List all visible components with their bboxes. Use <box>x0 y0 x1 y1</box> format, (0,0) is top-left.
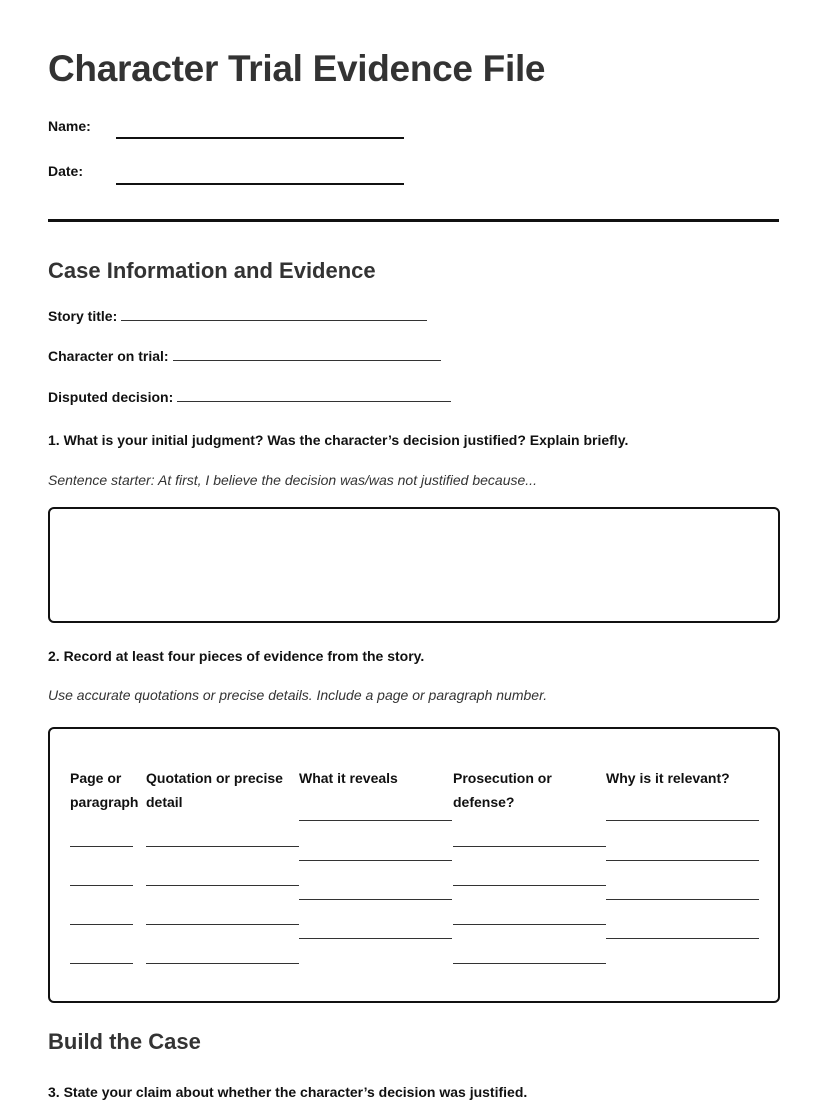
question-2-prompt: 2. Record at least four pieces of evidence from the story. <box>48 648 425 664</box>
evidence-blank[interactable] <box>146 846 299 847</box>
evidence-blank[interactable] <box>606 820 759 821</box>
evidence-blank[interactable] <box>453 885 606 886</box>
evidence-blank[interactable] <box>606 938 759 939</box>
evidence-blank[interactable] <box>606 899 759 900</box>
question-1-answer-box[interactable] <box>48 507 780 623</box>
story-title-label: Story title: <box>48 308 118 324</box>
story-title-row <box>48 308 427 324</box>
date-field[interactable] <box>116 183 404 185</box>
story-title-field[interactable] <box>121 308 427 321</box>
column-header-page: Page or paragraph <box>70 770 139 810</box>
evidence-blank[interactable] <box>70 846 133 847</box>
decision-label: Disputed decision: <box>48 389 174 405</box>
evidence-blank[interactable] <box>299 938 452 939</box>
question-2-hint: Use accurate quotations or precise details. Include a page or paragraph number. <box>48 687 548 703</box>
name-field[interactable] <box>116 137 404 139</box>
evidence-table <box>48 727 780 1003</box>
build-case-heading: Build the Case <box>48 1029 201 1054</box>
question-3-prompt: 3. State your claim about whether the character’s decision was justified. <box>48 1084 528 1100</box>
evidence-blank[interactable] <box>70 924 133 925</box>
name-label: Name: <box>48 118 91 134</box>
header-divider <box>48 219 779 222</box>
page-title: Character Trial Evidence File <box>48 48 546 89</box>
question-1-starter: Sentence starter: At first, I believe the decision was/was not justified because... <box>48 472 537 488</box>
evidence-blank[interactable] <box>146 885 299 886</box>
evidence-blank[interactable] <box>299 860 452 861</box>
evidence-blank[interactable] <box>70 963 133 964</box>
evidence-blank[interactable] <box>453 846 606 847</box>
evidence-blank[interactable] <box>453 924 606 925</box>
evidence-blank[interactable] <box>299 820 452 821</box>
column-header-quotation: Quotation or precise detail <box>146 770 283 810</box>
question-1-prompt: 1. What is your initial judgment? Was the character’s decision justified? Explain briefly. <box>48 432 629 448</box>
evidence-blank[interactable] <box>453 963 606 964</box>
column-header-reveals: What it reveals <box>299 770 398 786</box>
decision-field[interactable] <box>177 389 451 402</box>
evidence-blank[interactable] <box>606 860 759 861</box>
evidence-blank[interactable] <box>146 924 299 925</box>
case-info-heading: Case Information and Evidence <box>48 258 376 283</box>
column-header-side: Prosecution or defense? <box>453 770 552 810</box>
character-label: Character on trial: <box>48 348 169 364</box>
evidence-blank[interactable] <box>70 885 133 886</box>
evidence-blank[interactable] <box>146 963 299 964</box>
character-field[interactable] <box>173 348 441 361</box>
date-label: Date: <box>48 163 84 179</box>
column-header-relevance: Why is it relevant? <box>606 770 730 786</box>
decision-row <box>48 389 451 405</box>
character-row <box>48 348 441 364</box>
evidence-blank[interactable] <box>299 899 452 900</box>
